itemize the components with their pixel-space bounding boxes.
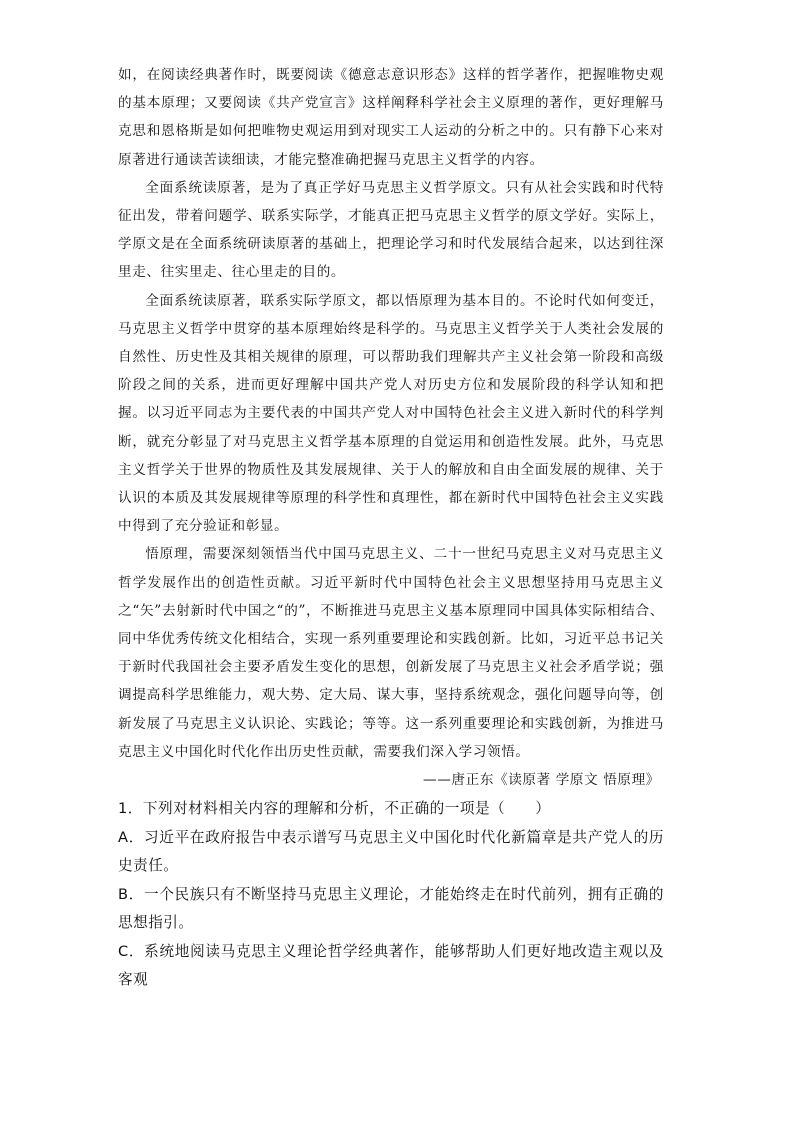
passage-paragraph-2: 全面系统读原著，是为了真正学好马克思主义哲学原文。只有从社会实践和时代特征出发，带着问题学、联系实际学，才能真正把马克思主义哲学的原文学好。实际上，学原文是在全面系统研读原著的基础上，把理论学习和时代发展结合起来，以达到往深里走、往实里走、往心里走的目的。 (118, 179, 664, 281)
option-c: C．系统地阅读马克思主义理论哲学经典著作，能够帮助人们更好地改造主观以及客观 (118, 942, 664, 989)
question-1 (118, 795, 664, 995)
passage-source: ——唐正东《读原著 学原文 悟原理》 (423, 772, 660, 789)
option-a: A．习近平在政府报告中表示谱写马克思主义中国化时代化新篇章是共产党人的历史责任。 (118, 828, 664, 875)
passage-paragraph-1: 如，在阅读经典著作时，既要阅读《德意志意识形态》这样的哲学著作，把握唯物史观的基本原理；又要阅读《共产党宣言》这样阐释科学社会主义原理的著作，更好理解马克思和恩格斯是如何把唯物史观运用到对现实工人运动的分析之中的。只有静下心来对原著进行通读苦读细读，才能完整准确把握马克思主义哲学的内容。 (118, 67, 664, 168)
passage-paragraph-3: 全面系统读原著，联系实际学原文，都以悟原理为基本目的。不论时代如何变迁，马克思主义哲学中贯穿的基本原理始终是科学的。马克思主义哲学关于人类社会发展的自然性、历史性及其相关规律的原理，可以帮助我们理解共产主义社会第一阶段和高级阶段之间的关系，进而更好理解中国共产党人对历史方位和发展阶段的科学认知和把握。以习近平同志为主要代表的中国共产党人对中国特色社会主义进入新时代的科学判断，就充分彰显了对马克思主义哲学基本原理的自觉运用和创造性发展。此外，马克思主义哲学关于世界的物质性及其发展规律、关于人的解放和自由全面发展的规律、关于认识的本质及其发展规律等原理的科学性和真理性，都在新时代中国特色社会主义实践中得到了充分验证和彰显。 (118, 292, 664, 535)
passage-paragraph-4: 悟原理，需要深刻领悟当代中国马克思主义、二十一世纪马克思主义对马克思主义哲学发展作出的创造性贡献。习近平新时代中国特色社会主义思想坚持用马克思主义之“矢”去射新时代中国之“的”，不断推进马克思主义基本原理同中国具体实际相结合、同中华优秀传统文化相结合，实现一系列重要理论和实践创新。比如，习近平总书记关于新时代我国社会主要矛盾发生变化的思想，创新发展了马克思主义社会矛盾学说；强调提高科学思维能力，观大势、定大局、谋大事，坚持系统观念，强化问题导向等，创新发展了马克思主义认识论、实践论；等等。这一系列重要理论和实践创新，为推进马克思主义中国化时代化作出历史性贡献，需要我们深入学习领悟。 (118, 546, 664, 760)
document-page (118, 61, 664, 995)
question-stem: 1．下列对材料相关内容的理解和分析，不正确的一项是（ ） (118, 800, 551, 818)
reading-passage (118, 61, 664, 794)
option-b: B．一个民族只有不断坚持马克思主义理论，才能始终走在时代前列，拥有正确的思想指引。 (118, 885, 664, 932)
